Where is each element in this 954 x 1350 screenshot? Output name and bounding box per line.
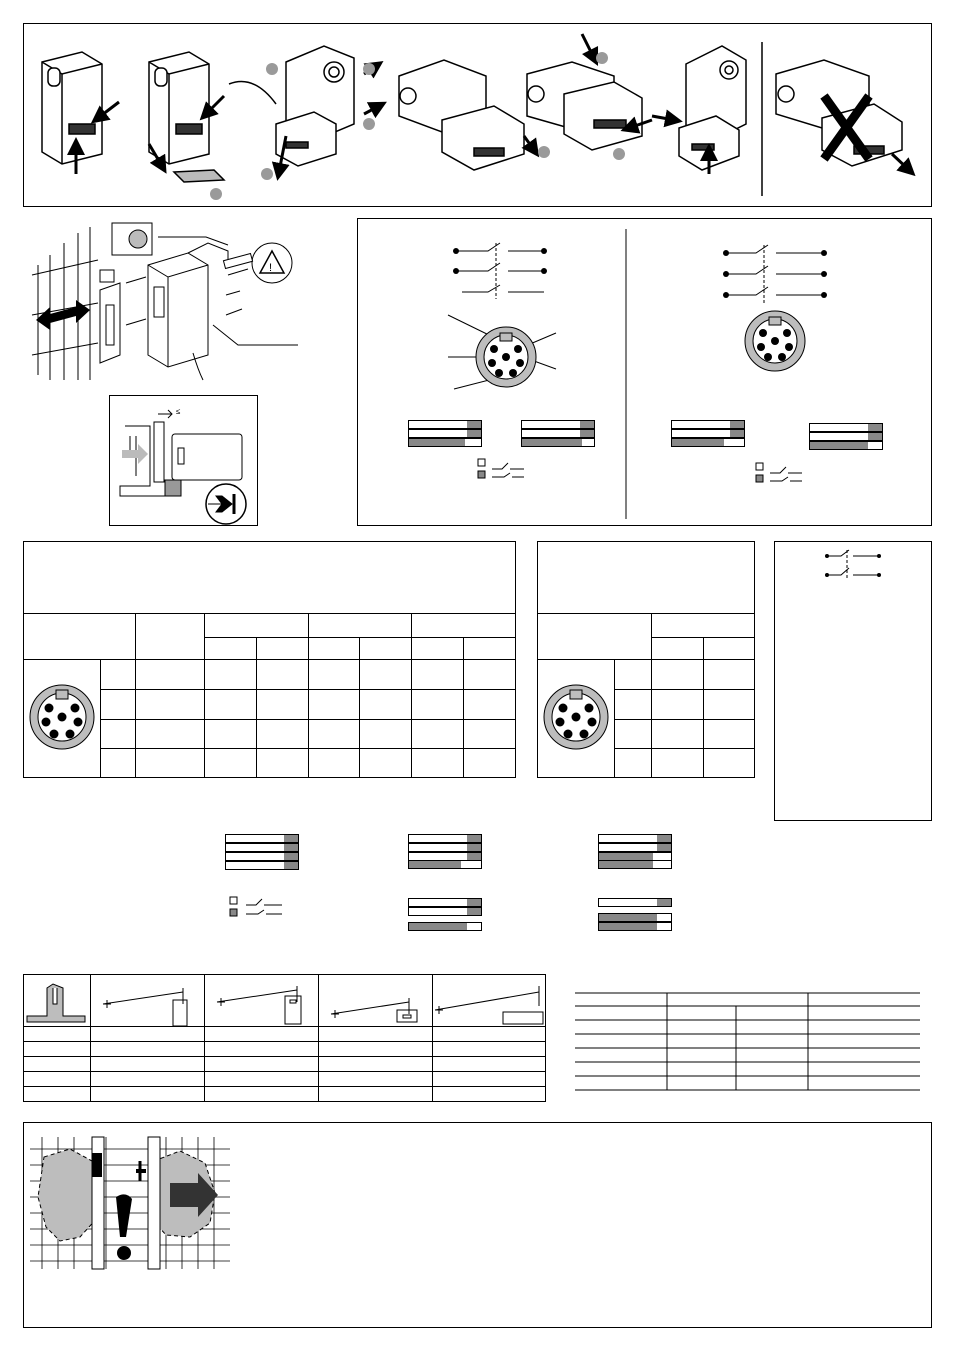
installation-steps-panel	[23, 23, 932, 207]
actuator-arrow-icon	[122, 444, 148, 464]
svg-text:!: !	[269, 262, 273, 274]
right-m12-connector-icon	[745, 311, 805, 371]
padlock-icon	[129, 230, 147, 248]
warning-panel	[23, 1122, 932, 1328]
step-1-switch	[42, 52, 102, 164]
small-table-m12-connector-icon	[538, 542, 618, 779]
table-m12-connector-icon	[24, 542, 104, 779]
actuator-distance-panel	[109, 395, 258, 526]
exclamation-icon	[116, 1194, 132, 1237]
connector-table-large	[23, 541, 516, 778]
dimensions-table	[23, 974, 546, 1105]
contact-diagrams-panel	[357, 218, 932, 526]
left-m12-connector-icon	[476, 327, 536, 387]
contact-legend-box	[774, 541, 932, 821]
data-table	[575, 992, 920, 1092]
step-4-switch	[399, 60, 524, 170]
left-contact-symbol	[456, 243, 544, 299]
connector-table-small	[537, 541, 755, 778]
step-3-switch	[229, 46, 354, 166]
right-contact-symbol	[726, 245, 824, 303]
svg-text:≤: ≤	[176, 407, 181, 416]
installation-steps-illustration	[24, 24, 933, 208]
double-arrow-icon	[36, 300, 90, 330]
warning-illustration	[30, 1137, 250, 1287]
step-5-switch	[527, 62, 642, 150]
mounting-illustration	[28, 215, 328, 385]
step-6-switch	[679, 46, 746, 170]
